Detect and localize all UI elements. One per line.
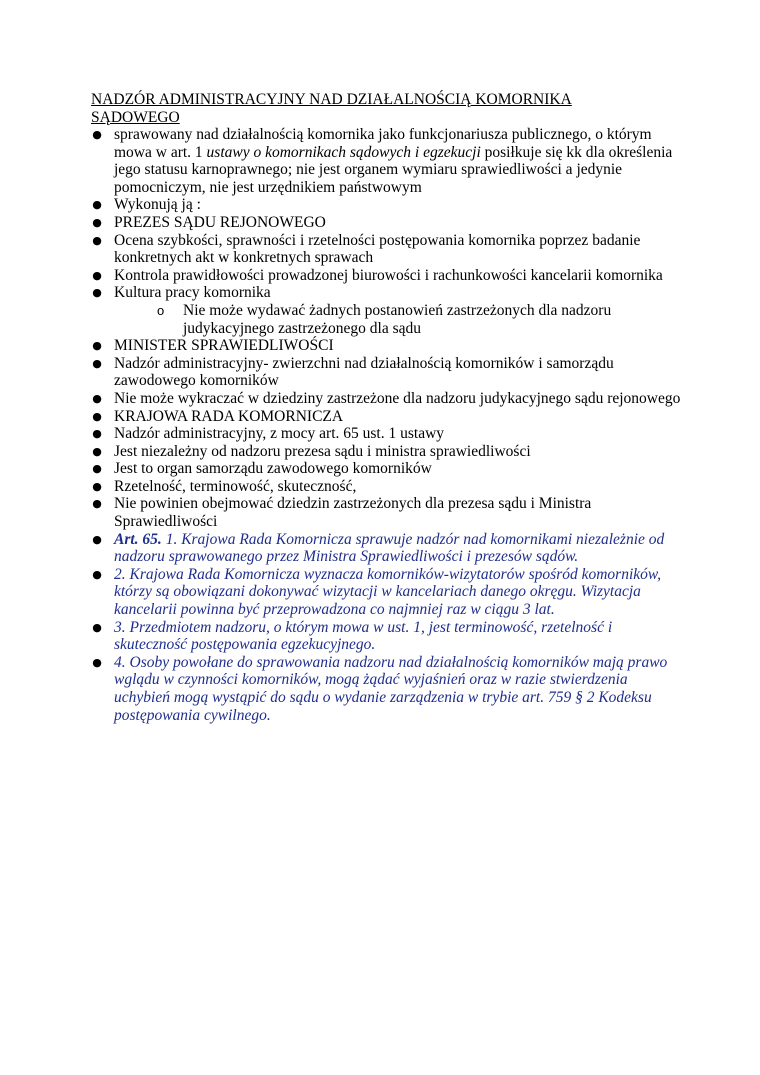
- list-item: [91, 460, 681, 478]
- bullet-icon: ●: [92, 356, 102, 370]
- bullet-icon: ●: [92, 620, 102, 634]
- item-text: sprawowany nad działalnością komornika jako funkcjonariusza publicznego, o którym mowa w art. 1: [114, 126, 652, 161]
- hollow-bullet-icon: o: [157, 302, 165, 318]
- bullet-icon: ●: [92, 497, 102, 511]
- statute-text: 1. Krajowa Rada Komornicza sprawuje nadzór nad komornikami niezależnie od nadzoru sprawowanego przez Ministra Sprawiedliwości i prezesów sądów.: [114, 530, 665, 566]
- bullet-icon: ●: [92, 268, 102, 282]
- bullet-icon: ●: [92, 444, 102, 458]
- list-item: [91, 495, 681, 530]
- list-item: [91, 267, 681, 285]
- item-text: Nie może wydawać żadnych postanowień zastrzeżonych dla nadzoru judykacyjnego zastrzeżonego dla sądu: [183, 301, 612, 337]
- bullet-icon: ●: [92, 479, 102, 493]
- statute-text: 3. Przedmiotem nadzoru, o którym mowa w ust. 1, jest terminowość, rzetelność i skuteczność postępowania egzekucyjnego.: [114, 618, 613, 654]
- statute-text: 2. Krajowa Rada Komornicza wyznacza komorników-wizytatorów spośród komorników, którzy są obowiązani dokonywać wizytacji w kancelariach danego okręgu. Wizytacja kancelarii powinna być przeprowadzona co najmniej raz w ciągu 3 lat.: [114, 565, 661, 619]
- bullet-icon: ●: [92, 339, 102, 353]
- bullet-icon: ●: [92, 655, 102, 669]
- statute-item: [91, 619, 681, 654]
- item-text: Kontrola prawidłowości prowadzonej biurowości i rachunkowości kancelarii komornika: [114, 266, 663, 284]
- item-text: Ocena szybkości, sprawności i rzetelności postępowania komornika poprzez badanie konkretnych akt w konkretnych sprawach: [114, 231, 641, 267]
- section-heading-minister: MINISTER SPRAWIEDLIWOŚCI: [114, 337, 334, 355]
- sub-list-item: [91, 302, 683, 337]
- list-item: [91, 284, 681, 302]
- list-item: [91, 355, 681, 390]
- list-item: [91, 337, 681, 355]
- item-text: Jest to organ samorządu zawodowego komorników: [114, 460, 432, 478]
- list-item: [91, 196, 681, 214]
- item-text: Wykonują ją :: [114, 196, 201, 214]
- bullet-icon: ●: [92, 427, 102, 441]
- section-heading-krk: KRAJOWA RADA KOMORNICZA: [114, 407, 344, 425]
- bullet-icon: ●: [92, 462, 102, 476]
- item-text: posiłkuje się kk dla określenia jego statusu karnoprawnego; nie jest organem wymiaru sprawiedliwości a jedynie pomocniczym, nie jest urzędnikiem państwowym: [114, 143, 673, 196]
- bullet-icon: ●: [92, 286, 102, 300]
- list-item: [91, 425, 681, 443]
- bullet-icon: ●: [92, 128, 102, 141]
- bullet-list: [91, 126, 691, 724]
- bullet-icon: ●: [92, 567, 102, 581]
- list-item: [91, 214, 681, 232]
- list-item: [91, 126, 681, 196]
- item-text: Kultura pracy komornika: [114, 284, 271, 302]
- article-label: Art. 65.: [114, 530, 162, 548]
- statute-item: [91, 531, 681, 566]
- bullet-icon: ●: [92, 215, 102, 229]
- bullet-icon: ●: [92, 233, 102, 247]
- list-item: [91, 232, 681, 267]
- bullet-icon: ●: [92, 391, 102, 405]
- list-item: [91, 408, 681, 426]
- bullet-icon: ●: [92, 198, 102, 212]
- list-item: [91, 390, 681, 408]
- item-text: Nie może wykraczać w dziedziny zastrzeżone dla nadzoru judykacyjnego sądu rejonowego: [114, 389, 681, 407]
- statute-item: [91, 566, 681, 619]
- item-text: Nadzór administracyjny, z mocy art. 65 ust. 1 ustawy: [114, 425, 445, 443]
- statute-item: [91, 654, 681, 724]
- item-text: Jest niezależny od nadzoru prezesa sądu i ministra sprawiedliwości: [114, 442, 531, 460]
- list-item: [91, 478, 681, 496]
- document-title: NADZÓR ADMINISTRACYJNY NAD DZIAŁALNOŚCIĄ KOMORNIKA SĄDOWEGO: [91, 91, 572, 126]
- bullet-icon: ●: [92, 409, 102, 423]
- section-heading-prezes: PREZES SĄDU REJONOWEGO: [114, 213, 326, 231]
- bullet-icon: ●: [92, 532, 102, 546]
- item-text: Nadzór administracyjny- zwierzchni nad działalnością komorników i samorządu zawodowego komorników: [114, 354, 614, 390]
- item-text: Nie powinien obejmować dziedzin zastrzeżonych dla prezesa sądu i Ministra Sprawiedliwości: [114, 495, 592, 531]
- list-item: [91, 443, 681, 461]
- statute-text: 4. Osoby powołane do sprawowania nadzoru nad działalnością komorników mają prawo wglądu w czynności komorników, mogą żądać wyjaśnień oraz w razie stwierdzenia uchybień mogą wystąpić do sądu o wydanie zarządzenia w trybie art. 759 § 2 Kodeksu postępowania cywilnego.: [114, 653, 668, 724]
- statute-name: ustawy o komornikach sądowych i egzekucji: [206, 143, 481, 161]
- item-text: Rzetelność, terminowość, skuteczność,: [114, 477, 357, 495]
